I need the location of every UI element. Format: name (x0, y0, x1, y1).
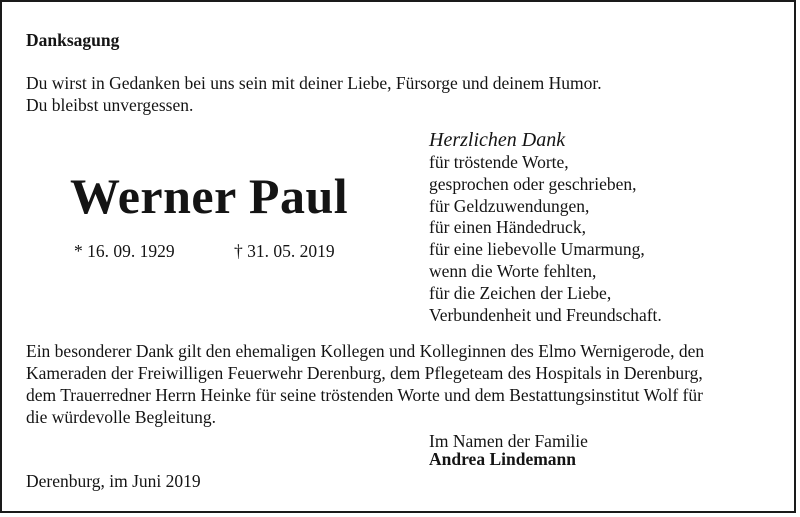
thanks-heading: Herzlichen Dank (429, 129, 566, 151)
thanks-line: für Geldzuwendungen, (429, 195, 590, 216)
acknowledgement-paragraph (26, 340, 704, 428)
place-date: Derenburg, im Juni 2019 (26, 471, 201, 491)
thanks-list (429, 152, 662, 326)
intro-line: Du bleibst unvergessen. (26, 95, 194, 115)
death-date: † 31. 05. 2019 (234, 241, 335, 261)
thanks-line: wenn die Worte fehlten, (429, 260, 597, 281)
signature-name: Andrea Lindemann (429, 449, 577, 469)
notice-heading: Danksagung (26, 30, 120, 50)
thanks-line: für eine liebevolle Umarmung, (429, 239, 645, 260)
signature-line: Im Namen der Familie (429, 431, 588, 451)
deceased-name: Werner Paul (70, 168, 349, 224)
thanks-line: für die Zeichen der Liebe, (429, 282, 612, 303)
paragraph-line: Kameraden der Freiwilligen Feuerwehr Derenburg, dem Pflegeteam des Hospitals in Derenburg, (26, 363, 703, 383)
paragraph-line: Ein besonderer Dank gilt den ehemaligen Kollegen und Kolleginnen des Elmo Wernigerode, den (26, 341, 705, 361)
thanks-line: für tröstende Worte, (429, 152, 569, 172)
thanks-line: für einen Händedruck, (429, 217, 586, 238)
thanks-line: gesprochen oder geschrieben, (429, 173, 637, 194)
paragraph-line: die würdevolle Begleitung. (26, 407, 217, 427)
paragraph-line: dem Trauerredner Herrn Heinke für seine tröstenden Worte und dem Bestattungsinstitut Wolf für (26, 385, 703, 405)
thanks-line: Verbundenheit und Freundschaft. (429, 304, 662, 325)
intro-line: Du wirst in Gedanken bei uns sein mit deiner Liebe, Fürsorge und deinem Humor. (26, 73, 602, 93)
birth-date: * 16. 09. 1929 (74, 241, 175, 261)
